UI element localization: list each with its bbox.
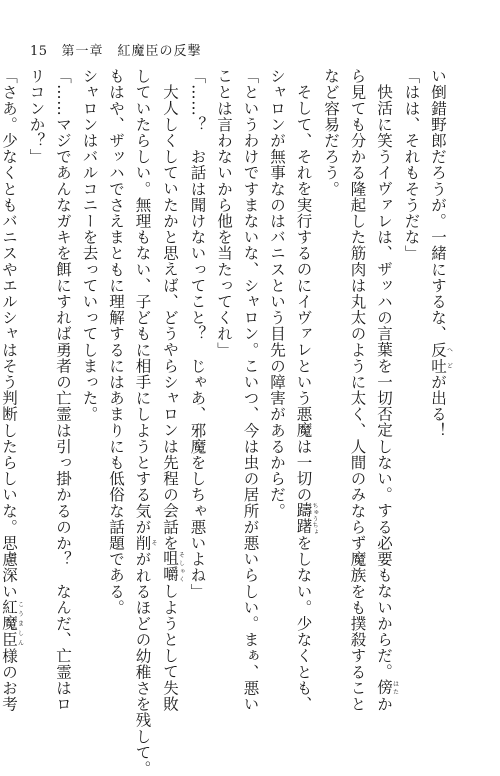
furigana-ruby: 躊躇ちゅうちょ <box>294 502 318 535</box>
furigana-ruby: 咀嚼そしゃく <box>161 550 185 583</box>
furigana-ruby: 削そ <box>133 534 157 552</box>
text-line: 大人しくしていたかと思えば、どうやらシャロンは先程の会話を咀嚼そしゃくしようとして失敗 <box>161 83 185 712</box>
text-line: ことは言わないから他を当たってくれ」 <box>215 68 233 358</box>
text-line: シャロンが無事なのはバニスという目先の障害があるからだ。 <box>268 68 286 519</box>
chapter-title: 第一章 紅魔臣の反撃 <box>61 44 202 59</box>
text-line: していたらしい。無理もない、子どもに相手にしようとする気が削そがれるほどの幼稚さを残して。 <box>133 68 157 776</box>
text-line: リコンか？」 <box>27 68 46 165</box>
text-line: など容易だろう。 <box>322 68 340 197</box>
text-line: ら見ても分かる隆起した筋肉は丸太のように太く、人間のみならず魔族をも撲殺すること <box>348 68 367 712</box>
furigana-ruby: 紅魔臣こうましん <box>0 599 24 648</box>
page-header <box>30 40 202 59</box>
furigana-ruby: 傍はた <box>375 679 399 696</box>
text-line: 「さあ。少なくともバニスやエルシャはそう判断したらしいな。思慮深い紅魔臣こうましん様のお考 <box>0 68 24 713</box>
furigana-ruby: 反吐へど <box>429 341 453 374</box>
novel-body-text <box>0 68 453 776</box>
text-line: い倒錯野郎だろうが。一緒にするな、反吐へどが出る！ <box>429 68 453 439</box>
text-line: 「はは、それもそうだな」 <box>402 68 421 262</box>
text-line: 「というわけですまないな、シャロン。こいつ、今は虫の居所が悪いらしい。まぁ、悪い <box>241 68 260 712</box>
text-line: 「……？ お話は聞けないってこと？ じゃあ、邪魔をしちゃ悪いよね」 <box>188 68 207 600</box>
text-line: そして、それを実行するのにイヴァレという悪魔は一切の躊躇ちゅうちょをしない。少なくとも、 <box>294 83 318 712</box>
text-line: 「……マジであんなガキを餌にすれば勇者の亡霊は引っ掛かるのか？ なんだ、亡霊はロ <box>54 68 72 712</box>
text-line: シャロンはバルコニーを去っていってしまった。 <box>80 68 99 423</box>
text-line: 快活に笑うイヴァレは、ザッハの言葉を一切否定しない。する必要もないからだ。傍はたか <box>375 83 399 712</box>
page-number: 15 <box>30 44 48 59</box>
text-line: もはや、ザッハでさえまともに理解するにはあまりにも低俗な話題である。 <box>107 68 125 616</box>
